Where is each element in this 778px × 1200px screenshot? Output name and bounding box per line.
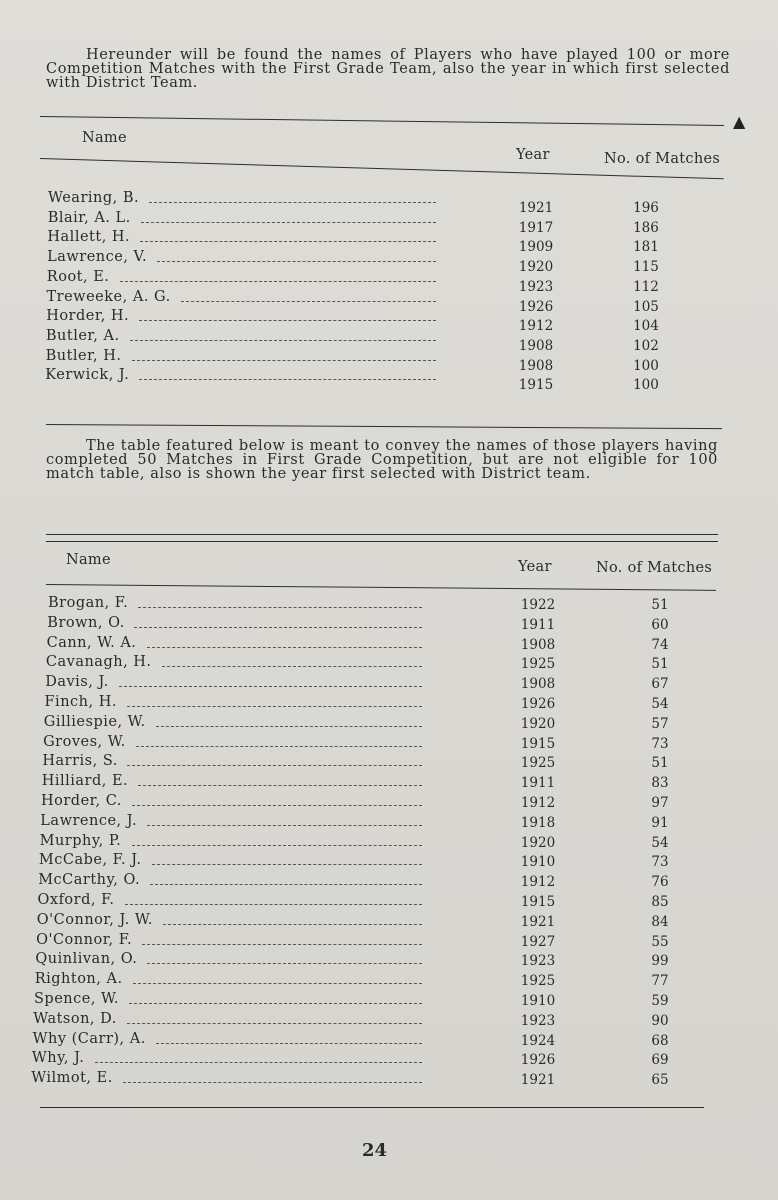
matches-cell: 100	[633, 357, 659, 374]
year-cell: 1917	[518, 219, 554, 236]
leader-dots	[140, 241, 436, 242]
player-name: Groves, W.	[43, 733, 126, 750]
matches-cell: 112	[633, 278, 659, 295]
table-row	[45, 347, 726, 374]
table-row	[44, 714, 724, 734]
year-cell: 1921	[520, 1072, 556, 1089]
leader-dots	[141, 222, 436, 223]
leader-dots	[147, 825, 422, 826]
matches-cell: 54	[651, 834, 669, 851]
player-name: Spence, W.	[34, 991, 120, 1007]
year-cell: 1912	[518, 318, 554, 335]
table2-header-name: Name	[66, 552, 111, 568]
matches-cell: 83	[651, 775, 669, 792]
matches-cell: 186	[633, 219, 659, 236]
table-row	[46, 268, 727, 295]
leader-dots	[119, 686, 422, 687]
table-row	[38, 872, 718, 892]
matches-cell: 59	[651, 993, 669, 1009]
leader-dots	[127, 1023, 422, 1024]
player-name: Righton, A.	[34, 971, 123, 988]
leader-dots	[156, 726, 422, 727]
table-row	[42, 753, 722, 773]
year-cell: 1908	[518, 337, 554, 354]
player-name: Quinlivan, O.	[35, 951, 138, 968]
year-cell: 1924	[520, 1032, 556, 1049]
table-row	[39, 852, 719, 872]
leader-dots	[163, 924, 422, 925]
table-row	[40, 833, 720, 853]
table-row	[32, 1050, 712, 1070]
table-row	[35, 951, 715, 971]
player-name: Harris, S.	[42, 753, 118, 770]
year-cell: 1925	[520, 973, 556, 990]
player-name: Lawrence, V.	[47, 249, 148, 266]
table-row	[38, 892, 718, 912]
page-number: 24	[362, 1140, 388, 1161]
player-name: Oxford, F.	[37, 892, 115, 908]
player-name: Why, J.	[31, 1050, 85, 1067]
leader-dots	[156, 1043, 422, 1044]
matches-cell: 90	[651, 1012, 669, 1029]
player-name: Root, E.	[46, 268, 110, 285]
player-name: Watson, D.	[33, 1010, 117, 1027]
matches-cell: 100	[633, 377, 659, 394]
player-name: Treweeke, A. G.	[46, 288, 171, 305]
table-row	[45, 674, 725, 694]
table2-header-rule	[46, 584, 716, 591]
table2-bottom-rule	[40, 1107, 704, 1108]
leader-dots	[132, 805, 422, 806]
table-row	[46, 654, 726, 674]
matches-cell: 60	[651, 616, 669, 633]
year-cell: 1922	[520, 597, 556, 613]
year-cell: 1920	[518, 259, 554, 276]
player-name: Cann, W. A.	[46, 634, 137, 651]
table-row	[47, 615, 727, 635]
table1-header-matches: No. of Matches	[604, 151, 721, 167]
year-cell: 1921	[518, 200, 554, 216]
leader-dots	[162, 666, 422, 667]
table-row	[47, 229, 727, 256]
table-row	[45, 694, 725, 714]
table2-top-rule-a	[46, 534, 718, 535]
player-name: Kerwick, J.	[45, 367, 130, 384]
matches-cell: 77	[651, 973, 669, 990]
leader-dots	[95, 1062, 422, 1063]
leader-dots	[142, 944, 422, 945]
matches-cell: 196	[633, 200, 659, 216]
year-cell: 1912	[520, 874, 556, 891]
player-name: Horder, C.	[41, 793, 122, 809]
leader-dots	[150, 884, 422, 885]
table-row	[35, 971, 715, 991]
edge-mark-icon: ▲	[733, 112, 746, 131]
matches-cell: 76	[651, 874, 669, 891]
table-row	[47, 635, 727, 655]
matches-cell: 74	[651, 636, 669, 653]
matches-cell: 181	[633, 239, 659, 256]
leader-dots	[132, 360, 436, 361]
year-cell: 1910	[520, 854, 556, 871]
year-cell: 1920	[520, 834, 556, 851]
year-cell: 1910	[520, 993, 556, 1009]
player-name: Finch, H.	[44, 694, 117, 710]
table-row	[46, 308, 726, 335]
year-cell: 1908	[520, 636, 556, 653]
intro-paragraph-top: Hereunder will be found the names of Players who have played 100 or more Competition Matches with the First Grade Team, also the year in which first selected with District Team.	[46, 47, 730, 91]
player-name: Hallett, H.	[47, 229, 131, 246]
table1-header-name: Name	[82, 130, 127, 146]
year-cell: 1923	[520, 953, 556, 970]
matches-cell: 54	[651, 696, 669, 712]
matches-cell: 102	[633, 337, 659, 354]
year-cell: 1923	[520, 1012, 556, 1029]
year-cell: 1911	[520, 775, 556, 792]
year-cell: 1915	[518, 377, 554, 394]
leader-dots	[152, 864, 422, 865]
leader-dots	[181, 301, 437, 302]
leader-dots	[139, 320, 436, 321]
year-cell: 1926	[518, 298, 554, 315]
table-row	[46, 288, 727, 315]
matches-cell: 84	[651, 913, 669, 930]
matches-cell: 67	[651, 676, 669, 693]
leader-dots	[127, 706, 423, 707]
matches-cell: 97	[651, 795, 669, 811]
year-cell: 1911	[520, 616, 556, 633]
table-row	[36, 932, 716, 952]
player-name: Why (Carr), A.	[32, 1030, 146, 1047]
player-name: Butler, H.	[45, 347, 122, 364]
matches-cell: 115	[633, 259, 659, 276]
year-cell: 1915	[520, 735, 556, 752]
matches-cell: 73	[651, 735, 669, 752]
year-cell: 1918	[520, 814, 556, 831]
table-row	[40, 813, 720, 833]
table1-bottom-rule	[46, 424, 722, 429]
player-name: Davis, J.	[45, 674, 109, 691]
player-name: McCabe, F. J.	[38, 852, 142, 869]
player-name: Gilliespie, W.	[43, 713, 146, 730]
table2-header-matches: No. of Matches	[596, 560, 713, 576]
leader-dots	[138, 785, 422, 786]
table-row	[33, 1031, 713, 1051]
year-cell: 1912	[520, 795, 556, 811]
leader-dots	[136, 746, 422, 747]
table-row	[37, 912, 717, 932]
leader-dots	[133, 983, 422, 984]
player-name: Wilmot, E.	[31, 1070, 113, 1087]
matches-cell: 68	[651, 1032, 669, 1049]
year-cell: 1915	[520, 894, 556, 910]
leader-dots	[147, 963, 422, 964]
year-cell: 1925	[520, 755, 556, 772]
table-row	[48, 190, 728, 216]
table1-header-year: Year	[516, 147, 550, 163]
table2-top-rule-b	[46, 541, 718, 542]
intro-paragraph-middle: The table featured below is meant to convey the names of those players having completed 50 Matches in First Grade Competition, but are not eligible for 100 match table, also is shown the year first selected with District team.	[46, 438, 718, 482]
player-name: Blair, A. L.	[47, 209, 131, 226]
leader-dots	[138, 607, 422, 608]
year-cell: 1926	[520, 696, 556, 712]
matches-cell: 91	[651, 814, 669, 831]
player-name: Butler, A.	[45, 327, 120, 344]
matches-cell: 99	[651, 953, 669, 970]
leader-dots	[147, 647, 422, 648]
player-name: O'Connor, J. W.	[36, 911, 153, 928]
leader-dots	[123, 1082, 422, 1083]
year-cell: 1923	[518, 278, 554, 295]
matches-cell: 69	[651, 1052, 669, 1069]
table-row	[41, 793, 721, 813]
player-name: O'Connor, F.	[36, 931, 133, 948]
leader-dots	[120, 281, 436, 282]
leader-dots	[139, 379, 436, 380]
matches-cell: 51	[651, 656, 669, 673]
player-name: Cavanagh, H.	[45, 654, 152, 671]
year-cell: 1920	[520, 715, 556, 732]
leader-dots	[149, 202, 436, 203]
year-cell: 1921	[520, 913, 556, 930]
table-row	[43, 734, 723, 754]
table-row	[47, 209, 728, 236]
table-row	[48, 595, 728, 615]
player-name: Horder, H.	[46, 308, 130, 325]
table-row	[33, 1011, 713, 1031]
matches-cell: 57	[651, 715, 669, 732]
matches-cell: 55	[651, 933, 669, 950]
table-row	[45, 327, 726, 354]
year-cell: 1926	[520, 1052, 556, 1069]
table2-header-year: Year	[518, 559, 552, 575]
matches-cell: 85	[651, 894, 669, 910]
player-name: McCarthy, O.	[38, 872, 141, 889]
table-row	[47, 249, 727, 276]
table-row	[31, 1070, 711, 1090]
leader-dots	[130, 340, 436, 341]
matches-cell: 104	[633, 318, 659, 335]
matches-cell: 73	[651, 854, 669, 871]
year-cell: 1908	[518, 357, 554, 374]
matches-cell: 51	[651, 597, 669, 613]
leader-dots	[132, 845, 422, 846]
year-cell: 1927	[520, 933, 556, 950]
table-row	[42, 773, 722, 793]
player-name: Wearing, B.	[48, 190, 140, 206]
player-name: Murphy, P.	[39, 832, 122, 849]
leader-dots	[134, 627, 422, 628]
year-cell: 1908	[520, 676, 556, 693]
year-cell: 1925	[520, 656, 556, 673]
matches-cell: 51	[651, 755, 669, 772]
player-name: Lawrence, J.	[40, 812, 138, 829]
leader-dots	[127, 765, 422, 766]
leader-dots	[129, 1003, 422, 1004]
matches-cell: 105	[633, 298, 659, 315]
table1-top-rule	[40, 116, 724, 126]
leader-dots	[125, 904, 423, 905]
player-name: Brown, O.	[47, 614, 125, 631]
leader-dots	[157, 261, 436, 262]
player-name: Brogan, F.	[48, 595, 129, 611]
table-row	[34, 991, 714, 1011]
player-name: Hilliard, E.	[41, 773, 129, 790]
matches-cell: 65	[651, 1072, 669, 1089]
table-row	[45, 367, 725, 394]
year-cell: 1909	[518, 239, 554, 256]
